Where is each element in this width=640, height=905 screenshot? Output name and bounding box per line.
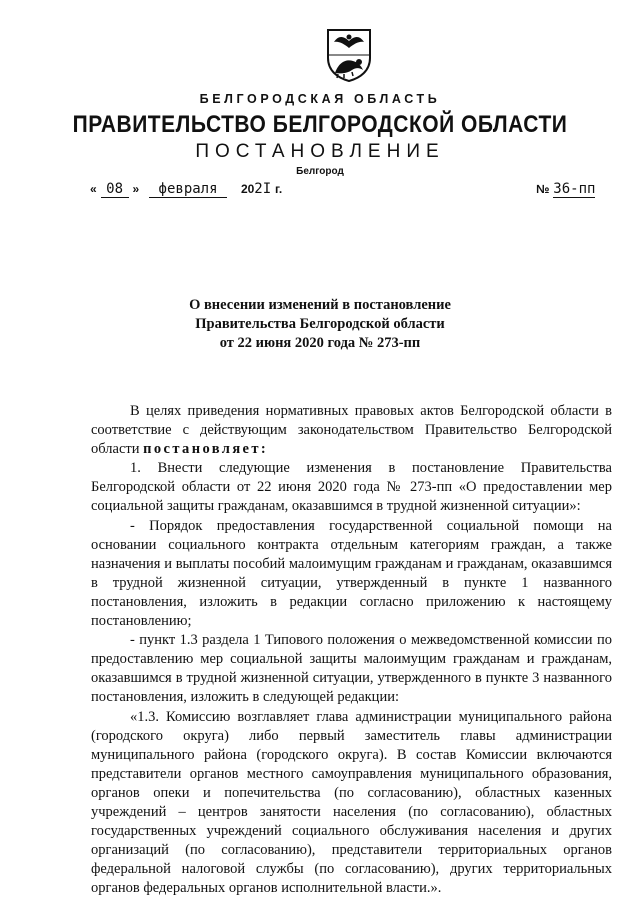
document-type: ПОСТАНОВЛЕНИЕ xyxy=(195,141,445,162)
city-name: Белгород xyxy=(296,166,344,177)
date-year xyxy=(241,180,282,196)
body-paragraph-1: 1. Внести следующие изменения в постановление Правительства Белгородской области от 22 июня 2020 года № 273-пп «О предоставлении мер социальной защиты гражданам, оказавшимся в трудной жизненной ситуации»: xyxy=(91,460,612,515)
number-value: 36-пп xyxy=(553,181,596,197)
date-month: февраля xyxy=(149,181,227,198)
date-day: 08 xyxy=(101,181,129,198)
body-paragraph-3: - пункт 1.3 раздела 1 Типового положения о межведомственной комиссии по предоставлению мер социальной защиты малоимущим гражданам и гражданам, оказавшимся в трудной жизненной ситуации, утвержденного в пункте 3 названного постановления, изложить в следующей редакции: xyxy=(91,632,612,706)
title-line-1: О внесении изменений в постановление xyxy=(189,297,451,313)
date-close-quote: » xyxy=(132,182,140,196)
government-name: ПРАВИТЕЛЬСТВО БЕЛГОРОДСКОЙ ОБЛАСТИ xyxy=(72,111,568,138)
region-name: БЕЛГОРОДСКАЯ ОБЛАСТЬ xyxy=(199,92,441,106)
number-label: № xyxy=(536,182,550,196)
title-line-3: от 22 июня 2020 года № 273-пп xyxy=(219,335,421,351)
document-number xyxy=(536,180,595,197)
date-year-suffix: г. xyxy=(275,182,283,196)
date-year-hand: 2I xyxy=(254,181,272,197)
body-intro-text: В целях приведения нормативных правовых актов Белгородской области в соответствие с действующим законодательством Правительство Белгородской области xyxy=(91,403,612,458)
title-line-2: Правительства Белгородской области xyxy=(195,316,445,332)
belgorod-coat-of-arms-icon xyxy=(326,28,372,82)
document-date xyxy=(90,180,282,198)
body-intro-emphasis: постановляет: xyxy=(143,441,269,458)
date-year-prefix: 20 xyxy=(240,182,255,196)
date-open-quote: « xyxy=(90,182,97,196)
document-body xyxy=(91,402,612,898)
body-paragraph-2: - Порядок предоставления государственной социальной помощи на основании социального контракта отдельным категориям граждан, а также назначения и выплаты пособий малоимущим гражданам и гражданам, оказавшимся в трудной жизненной ситуации, утвержденный в пункте 1 названного постановления, изложить в редакции согласно приложению к настоящему постановлению; xyxy=(91,517,612,630)
body-intro-paragraph xyxy=(91,402,612,459)
document-title xyxy=(0,296,640,353)
body-paragraph-4: «1.3. Комиссию возглавляет глава администрации муниципального района (городского округа) либо первый заместитель главы администрации муниципального района (городского округа). В состав Комиссии включаются представители органов местного самоуправления муниципального образования, органов опеки и попечительства (по согласованию), областных казенных учреждений – центров занятости населения (по согласованию), областных государственных учреждений социального обслуживания населения и других организаций (по согласованию), представители территориальных органов федеральной налоговой службы (по согласованию), других территориальных органов федеральных органов исполнительной власти.». xyxy=(91,708,612,897)
